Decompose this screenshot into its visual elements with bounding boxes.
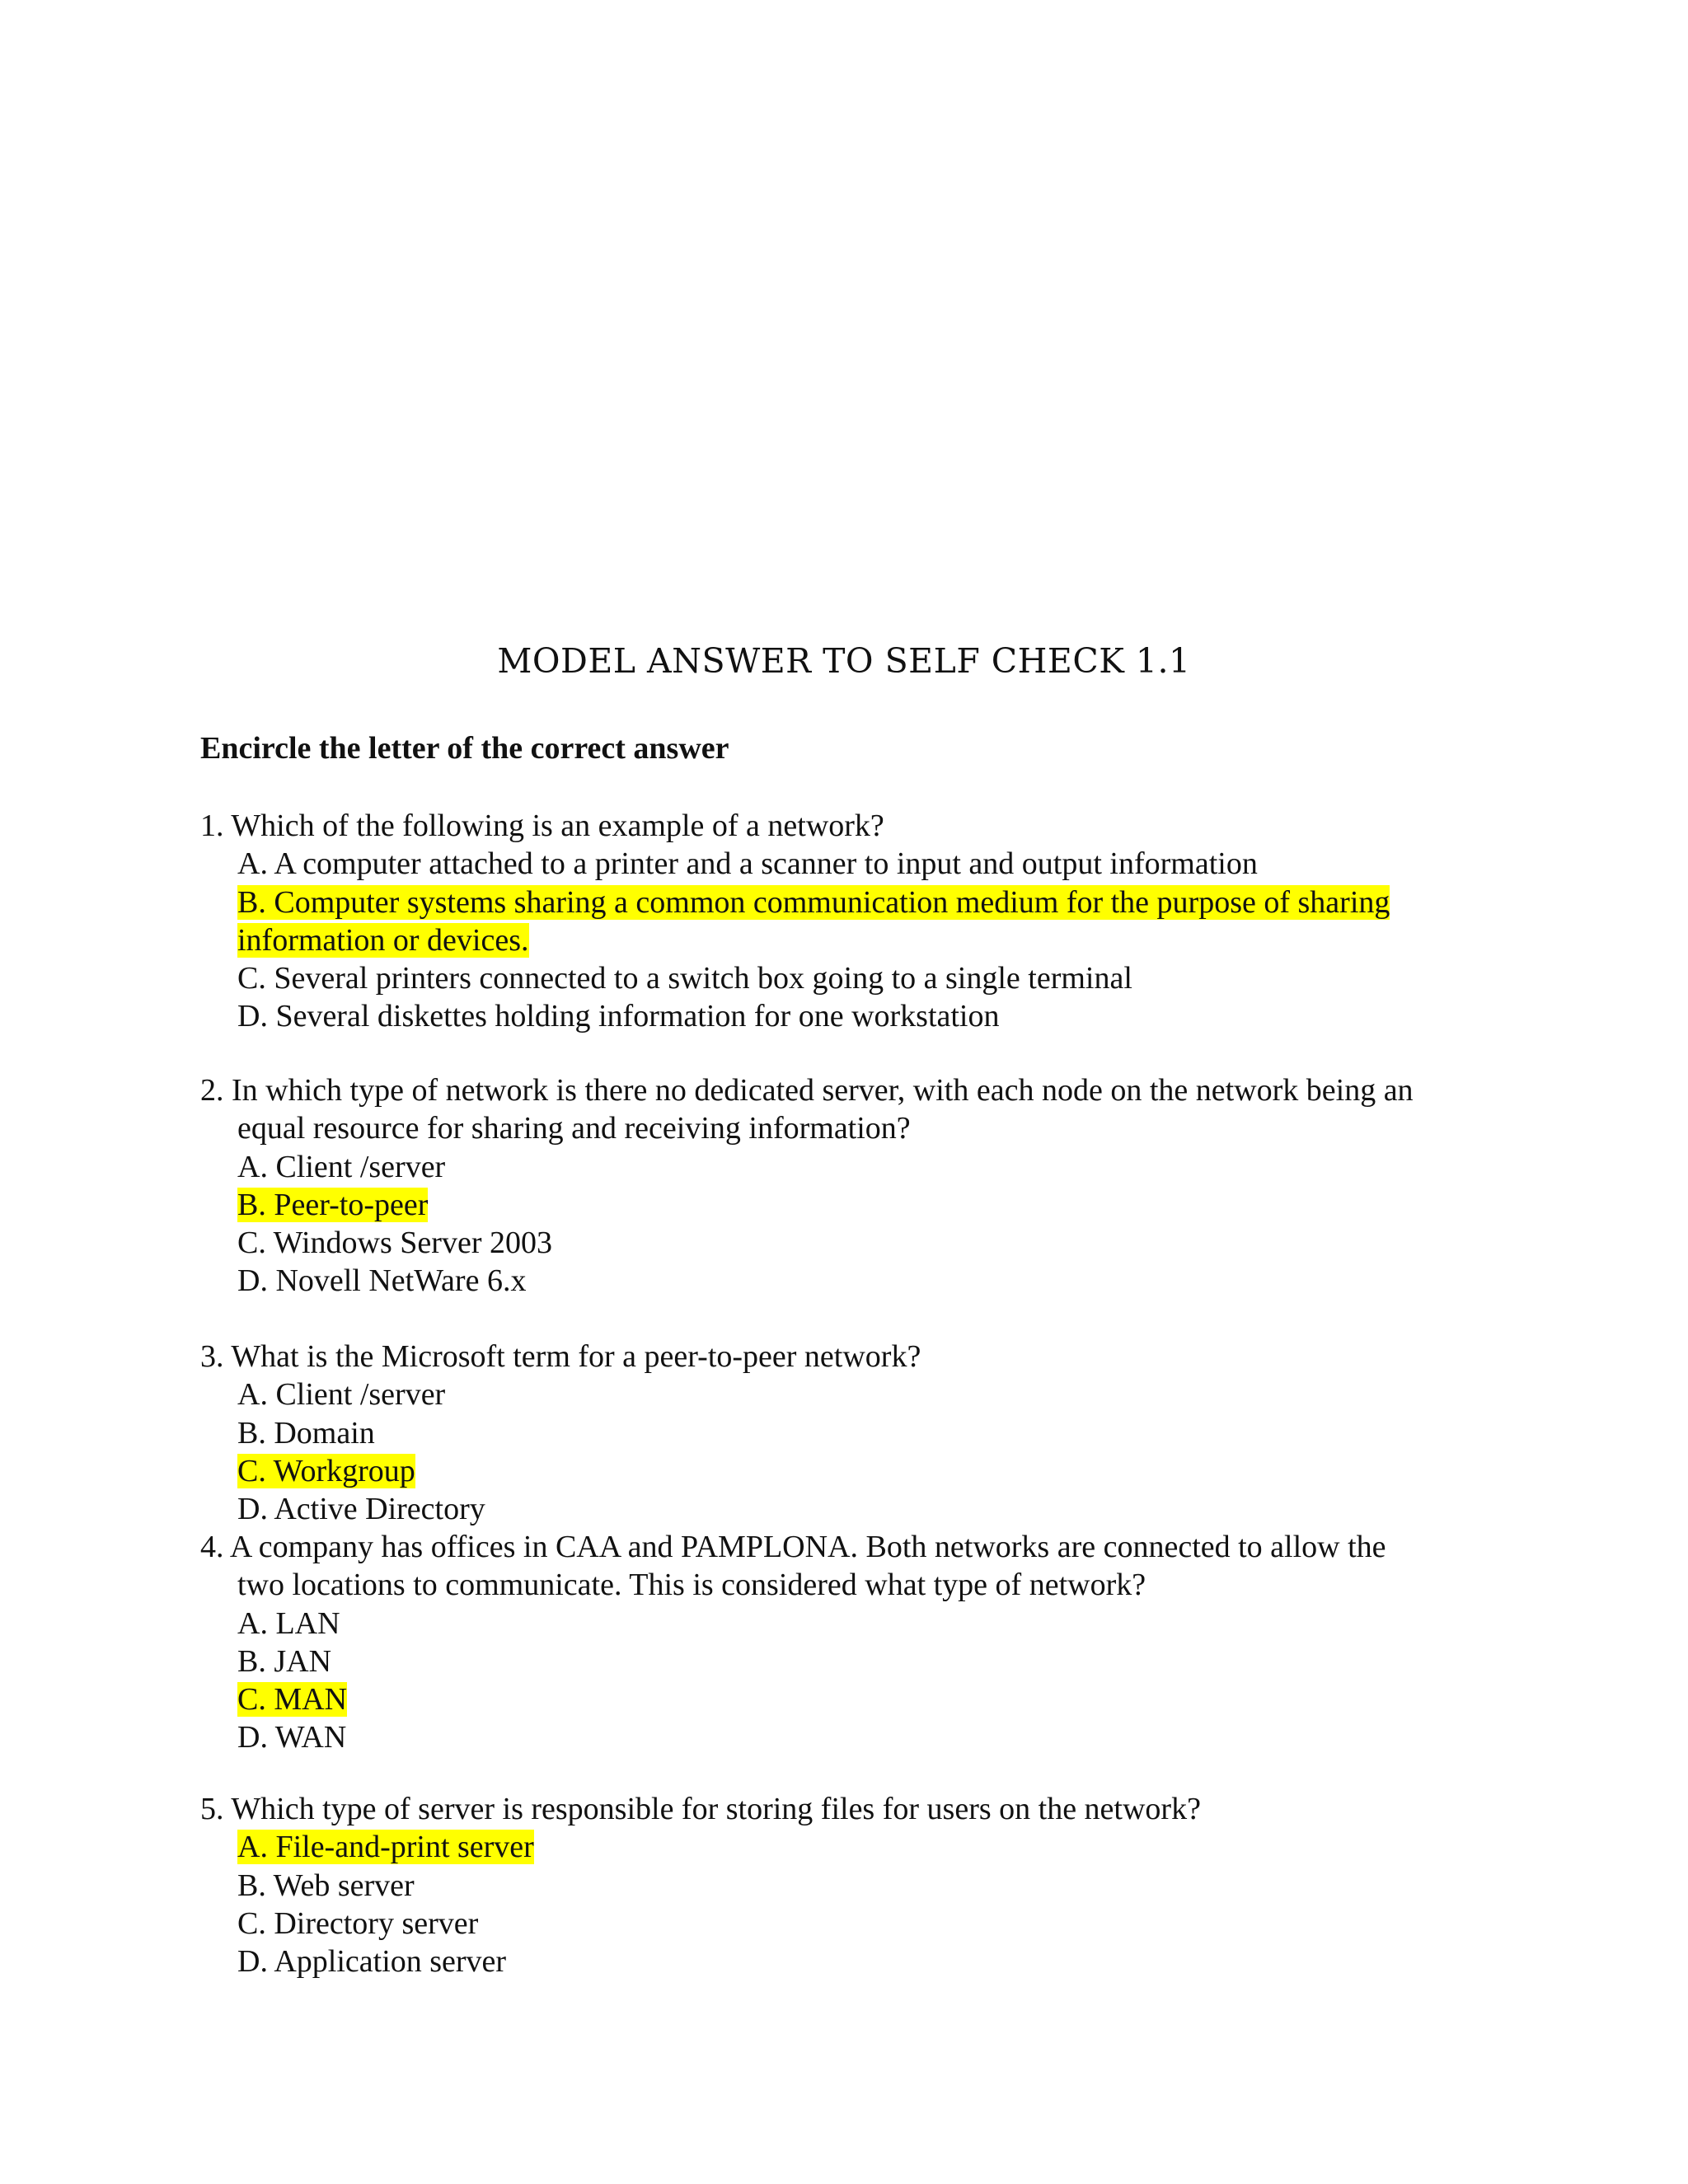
option-text: D. Active Directory — [237, 1492, 485, 1527]
option-text: B. Web server — [237, 1868, 415, 1903]
answer-option-a — [200, 1376, 1486, 1413]
question-2 — [200, 1071, 1486, 1301]
answer-option-c — [200, 1905, 1486, 1943]
option-text: A. LAN — [237, 1605, 340, 1641]
question-text: 3. What is the Microsoft term for a peer-to-peer network? — [200, 1339, 921, 1374]
highlighted-answer: C. MAN — [237, 1682, 348, 1718]
question-text: 4. A company has offices in CAA and PAMPLONA. Both networks are connected to allow the — [200, 1530, 1386, 1564]
answer-option-c-correct — [200, 1680, 1486, 1718]
option-text: A. Client /server — [237, 1149, 446, 1184]
page-title: MODEL ANSWER TO SELF CHECK 1.1 — [497, 641, 1191, 681]
answer-option-a — [200, 1148, 1486, 1186]
answer-option-b — [200, 1643, 1486, 1680]
highlighted-answer: information or devices. — [237, 922, 529, 958]
question-5 — [200, 1790, 1486, 1980]
question-text: 1. Which of the following is an example of a network? — [200, 808, 884, 843]
answer-option-c — [200, 959, 1486, 997]
highlighted-answer: C. Workgroup — [237, 1453, 415, 1488]
question-text-continued: two locations to communicate. This is considered what type of network? — [237, 1568, 1146, 1603]
answer-option-d — [200, 1262, 1486, 1300]
answer-option-c — [200, 1224, 1486, 1262]
question-text: 2. In which type of network is there no dedicated server, with each node on the network being an — [200, 1073, 1414, 1108]
option-text: A. Client /server — [237, 1377, 446, 1413]
option-text: C. Directory server — [237, 1905, 479, 1941]
answer-option-b — [200, 1414, 1486, 1452]
highlighted-answer: B. Computer systems sharing a common communication medium for the purpose of sharing — [237, 884, 1390, 920]
option-text: C. Several printers connected to a switch box going to a single terminal — [237, 961, 1132, 996]
option-text: D. WAN — [237, 1720, 347, 1755]
answer-option-d — [200, 1718, 1486, 1756]
question-4 — [200, 1528, 1486, 1757]
answer-option-c-correct — [200, 1452, 1486, 1490]
option-text: B. JAN — [237, 1643, 332, 1679]
question-text: 5. Which type of server is responsible for storing files for users on the network? — [200, 1792, 1201, 1826]
highlighted-answer: B. Peer-to-peer — [237, 1187, 429, 1222]
question-text-continued: equal resource for sharing and receiving information? — [237, 1111, 911, 1146]
question-1 — [200, 807, 1486, 1036]
answer-option-b-correct — [200, 883, 1486, 921]
option-text: D. Application server — [237, 1944, 507, 1980]
instruction-heading: Encircle the letter of the correct answer — [200, 731, 729, 766]
answer-option-d — [200, 997, 1486, 1035]
answer-option-b-correct — [200, 1186, 1486, 1224]
answer-option-b-continued — [200, 921, 1486, 959]
highlighted-answer: A. File-and-print server — [237, 1830, 534, 1865]
answer-option-d — [200, 1490, 1486, 1528]
answer-option-a — [200, 1605, 1486, 1643]
answer-option-a-correct — [200, 1828, 1486, 1866]
answer-option-a — [200, 845, 1486, 883]
question-3 — [200, 1338, 1486, 1528]
option-text: B. Domain — [237, 1415, 375, 1451]
option-text: A. A computer attached to a printer and a scanner to input and output information — [237, 846, 1258, 882]
answer-option-b — [200, 1867, 1486, 1905]
option-text: D. Several diskettes holding information for one workstation — [237, 999, 1000, 1034]
answer-option-d — [200, 1943, 1486, 1980]
option-text: C. Windows Server 2003 — [237, 1226, 552, 1261]
option-text: D. Novell NetWare 6.x — [237, 1263, 527, 1299]
